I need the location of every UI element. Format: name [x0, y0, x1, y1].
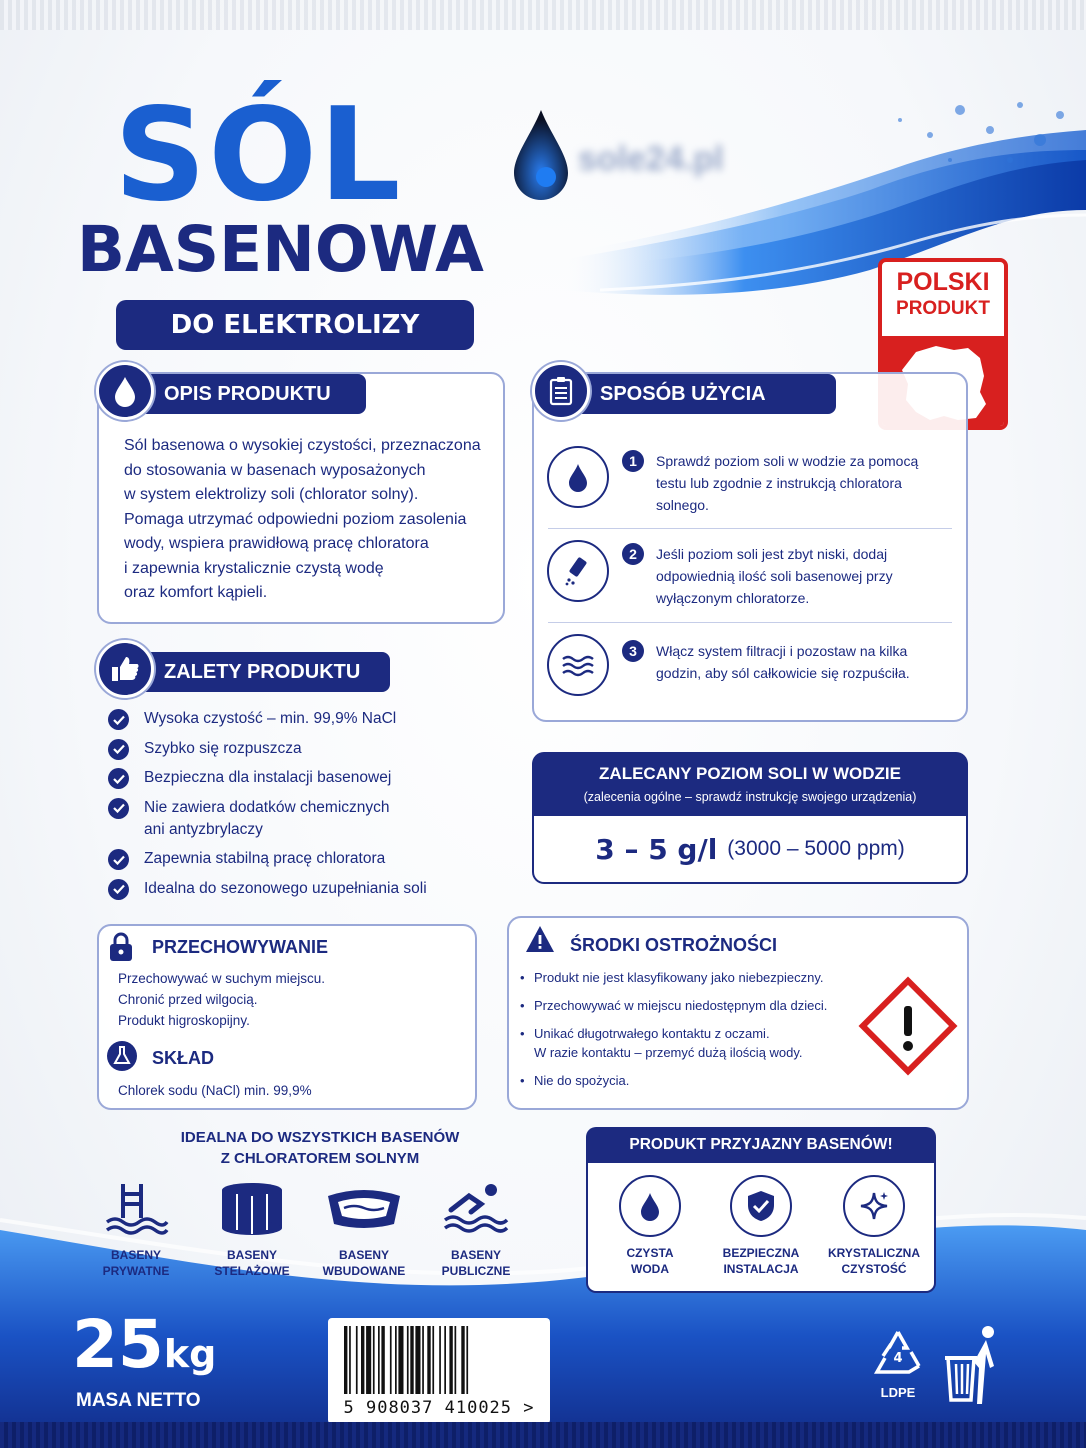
exclamation-hazard-icon — [858, 974, 958, 1089]
lock-icon — [108, 932, 134, 967]
zalety-item-text: Zapewnia stabilną pracę chloratora — [144, 850, 386, 867]
pools-heading-line: Z CHLORATOREM SOLNYM — [220, 1150, 420, 1167]
check-icon — [108, 798, 129, 819]
pool-type-public — [426, 1180, 526, 1279]
sposob-title: SPOSÓB UŻYCIA — [576, 374, 836, 414]
zalety-item-text: Nie zawiera dodatków chemicznych ani antyzbrylaczy — [144, 798, 390, 838]
weight-number: 25 — [72, 1306, 164, 1383]
polski-line1: POLSKI — [896, 268, 990, 296]
opis-line: Pomaga utrzymać odpowiedni poziom zasolenia — [124, 510, 467, 528]
barcode-bar — [398, 1326, 403, 1394]
recycle-mark — [868, 1328, 928, 1400]
storage-title: PRZECHOWYWANIE — [152, 937, 329, 957]
opis-line: wody, wspiera prawidłową pracę chloratora — [124, 535, 429, 552]
friendly-label: BEZPIECZNA — [722, 1246, 800, 1260]
brand-name: sole24.pl — [578, 140, 724, 178]
storage-line: Produkt higroskopijny. — [118, 1013, 250, 1028]
list-item — [108, 797, 408, 841]
step-line: odpowiednią ilość soli basenowej przy — [656, 568, 893, 584]
pool-ladder-icon — [101, 1180, 171, 1236]
recycle-number: 4 — [893, 1351, 903, 1366]
barcode-bar — [439, 1326, 441, 1394]
barcode-bar — [461, 1326, 464, 1394]
friendly-label: WODA — [631, 1262, 669, 1276]
zalety-item-text: Szybko się rozpuszcza — [144, 739, 302, 757]
sparkle-icon — [843, 1175, 905, 1237]
opis-line: Sól basenowa o wysokiej czystości, przeznaczona — [124, 437, 481, 454]
barcode-bar — [378, 1326, 380, 1394]
barcode-bar — [407, 1326, 409, 1394]
salt-level-header — [532, 752, 968, 816]
barcode-bar — [422, 1326, 424, 1394]
swimmer-icon — [441, 1180, 511, 1236]
barcode-bar — [390, 1326, 392, 1394]
barcode-bar — [432, 1326, 434, 1394]
pools-heading-line: IDEALNA DO WSZYSTKICH BASENÓW — [180, 1129, 460, 1146]
friendly-label: CZYSTOŚĆ — [841, 1262, 907, 1276]
pool-label: BASENY — [338, 1248, 389, 1262]
pool-type-private — [86, 1180, 186, 1279]
water-drop-icon — [547, 446, 609, 508]
step-text — [656, 543, 956, 609]
clipboard-icon — [532, 362, 590, 420]
bottom-seam — [0, 1422, 1086, 1448]
friendly-item-crystal — [824, 1175, 924, 1277]
storage-line: Chronić przed wilgocią. — [118, 992, 258, 1007]
barcode — [328, 1318, 550, 1424]
barcode-bar — [449, 1326, 452, 1394]
barcode-bars — [342, 1326, 536, 1396]
caution-line: • Nie do spożycia. — [534, 1073, 630, 1088]
step-line: godzin, aby sól całkowicie się rozpuściła. — [656, 665, 910, 681]
check-icon — [108, 849, 129, 870]
step-line: wyłączonym chloratorze. — [656, 590, 810, 606]
step-number: 1 — [622, 450, 644, 472]
brand-drop-icon — [506, 105, 576, 205]
caution-line: • Przechowywać w miejscu niedostępnym dla dzieci. — [534, 998, 828, 1013]
list-item — [518, 968, 848, 987]
friendly-item-water — [600, 1175, 700, 1277]
barcode-bar — [444, 1326, 446, 1394]
list-item — [108, 767, 488, 789]
pool-type-inground — [314, 1180, 414, 1279]
salt-level-subtitle: (zalecenia ogólne – sprawdź instrukcję swojego urządzenia) — [583, 790, 917, 804]
friendly-title: PRODUKT PRZYJAZNY BASENÓW! — [586, 1127, 936, 1163]
barcode-bar — [466, 1326, 468, 1394]
divider — [548, 622, 952, 623]
friendly-label: INSTALACJA — [723, 1262, 799, 1276]
zalety-item-text: Bezpieczna dla instalacji basenowej — [144, 769, 392, 786]
step-number: 3 — [622, 640, 644, 662]
check-icon — [108, 768, 129, 789]
pools-heading — [110, 1127, 530, 1169]
pool-label: WBUDOWANE — [322, 1264, 406, 1278]
zalety-item-text: Idealna do sezonowego uzupełniania soli — [144, 879, 427, 897]
step-number: 2 — [622, 543, 644, 565]
list-item — [108, 878, 488, 900]
flask-icon — [106, 1040, 138, 1077]
zalety-title: ZALETY PRODUKTU — [140, 652, 390, 692]
title-badge: DO ELEKTROLIZY — [116, 300, 474, 350]
list-item — [518, 1071, 848, 1090]
top-seam — [0, 0, 1086, 30]
step-line: Włącz system filtracji i pozostaw na kilka — [656, 643, 908, 659]
pool-label: STELAŻOWE — [214, 1264, 290, 1278]
salt-ppm: (3000 – 5000 ppm) — [727, 837, 905, 860]
barcode-bar — [344, 1326, 347, 1394]
caution-line: • Produkt nie jest klasyfikowany jako niebezpieczny. — [534, 970, 824, 985]
sklad-title: SKŁAD — [152, 1048, 214, 1068]
divider — [548, 528, 952, 529]
barcode-bar — [361, 1326, 364, 1394]
barcode-bar — [415, 1326, 420, 1394]
check-icon — [108, 739, 129, 760]
net-weight — [72, 1306, 217, 1383]
pool-label: BASENY — [226, 1248, 277, 1262]
trash-bin-icon — [942, 1324, 1004, 1411]
barcode-bar — [455, 1326, 457, 1394]
opis-line: w system elektrolizy soli (chlorator solny). — [124, 486, 419, 503]
storage-line: Przechowywać w suchym miejscu. — [118, 971, 326, 986]
list-item — [518, 996, 848, 1015]
friendly-panel — [586, 1163, 936, 1293]
salt-shaker-icon — [547, 540, 609, 602]
friendly-label: KRYSTALICZNA — [828, 1246, 920, 1260]
pool-label: BASENY — [450, 1248, 501, 1262]
caution-title: ŚRODKI OSTROŻNOŚCI — [570, 935, 778, 955]
caution-list — [518, 968, 848, 1099]
waves-icon — [547, 634, 609, 696]
net-weight-label: MASA NETTO — [76, 1390, 201, 1411]
storage-text — [118, 968, 325, 1031]
sklad-text: Chlorek sodu (NaCl) min. 99,9% — [118, 1083, 312, 1098]
shield-check-icon — [730, 1175, 792, 1237]
opis-line: i zapewnia krystalicznie czystą wodę — [124, 559, 384, 577]
list-item — [108, 848, 488, 870]
water-drop-icon — [619, 1175, 681, 1237]
step-line: Jeśli poziom soli jest zbyt niski, dodaj — [656, 546, 888, 562]
barcode-bar — [395, 1326, 397, 1394]
opis-title: OPIS PRODUKTU — [140, 374, 366, 414]
pool-label: PUBLICZNE — [441, 1264, 511, 1278]
caution-line: • Unikać długotrwałego kontaktu z oczami. — [534, 1026, 770, 1041]
list-item — [108, 708, 488, 730]
weight-unit: kg — [163, 1332, 217, 1376]
pool-label: BASENY — [110, 1248, 161, 1262]
recycle-label: LDPE — [880, 1385, 916, 1400]
barcode-bar — [410, 1326, 413, 1394]
opis-line: do stosowania w basenach wyposażonych — [124, 461, 426, 479]
zalety-list — [108, 708, 488, 907]
step-line: Sprawdź poziom soli w wodzie za pomocą — [656, 453, 919, 469]
barcode-bar — [373, 1326, 375, 1394]
salt-level-value — [532, 816, 968, 884]
salt-value: 3 – 5 g/l — [595, 832, 718, 866]
barcode-bar — [381, 1326, 384, 1394]
zalety-item-text: Wysoka czystość – min. 99,9% NaCl — [144, 710, 397, 727]
step-line: testu lub zgodnie z instrukcją chloratora — [656, 475, 902, 491]
pool-type-frame — [202, 1180, 302, 1279]
list-item — [518, 1024, 848, 1062]
barcode-bar — [427, 1326, 430, 1394]
caution-line: W razie kontaktu – przemyć dużą ilością wody. — [534, 1045, 803, 1060]
opis-line: oraz komfort kąpieli. — [124, 584, 268, 601]
step-text — [656, 640, 956, 684]
frame-pool-icon — [217, 1180, 287, 1236]
barcode-bar — [356, 1326, 358, 1394]
list-item — [108, 738, 488, 760]
title-main: SÓL — [114, 81, 403, 230]
inground-pool-icon — [324, 1180, 404, 1236]
step-text — [656, 450, 956, 516]
water-drop-icon — [96, 362, 154, 420]
barcode-bar — [366, 1326, 371, 1394]
salt-level-title: ZALECANY POZIOM SOLI W WODZIE — [599, 764, 901, 783]
pool-label: PRYWATNE — [102, 1264, 170, 1278]
warning-icon — [524, 924, 556, 959]
polski-line2: PRODUKT — [896, 298, 990, 319]
check-icon — [108, 879, 129, 900]
step-line: solnego. — [656, 497, 709, 513]
barcode-number: 5 908037 410025 > — [343, 1398, 535, 1418]
title-sub: BASENOWA — [77, 213, 484, 286]
check-icon — [108, 709, 129, 730]
opis-text — [124, 434, 496, 606]
recycle-icon — [871, 1328, 925, 1378]
barcode-bar — [349, 1326, 351, 1394]
friendly-label: CZYSTA — [626, 1246, 674, 1260]
thumbs-up-icon — [96, 640, 154, 698]
friendly-item-safe — [711, 1175, 811, 1277]
